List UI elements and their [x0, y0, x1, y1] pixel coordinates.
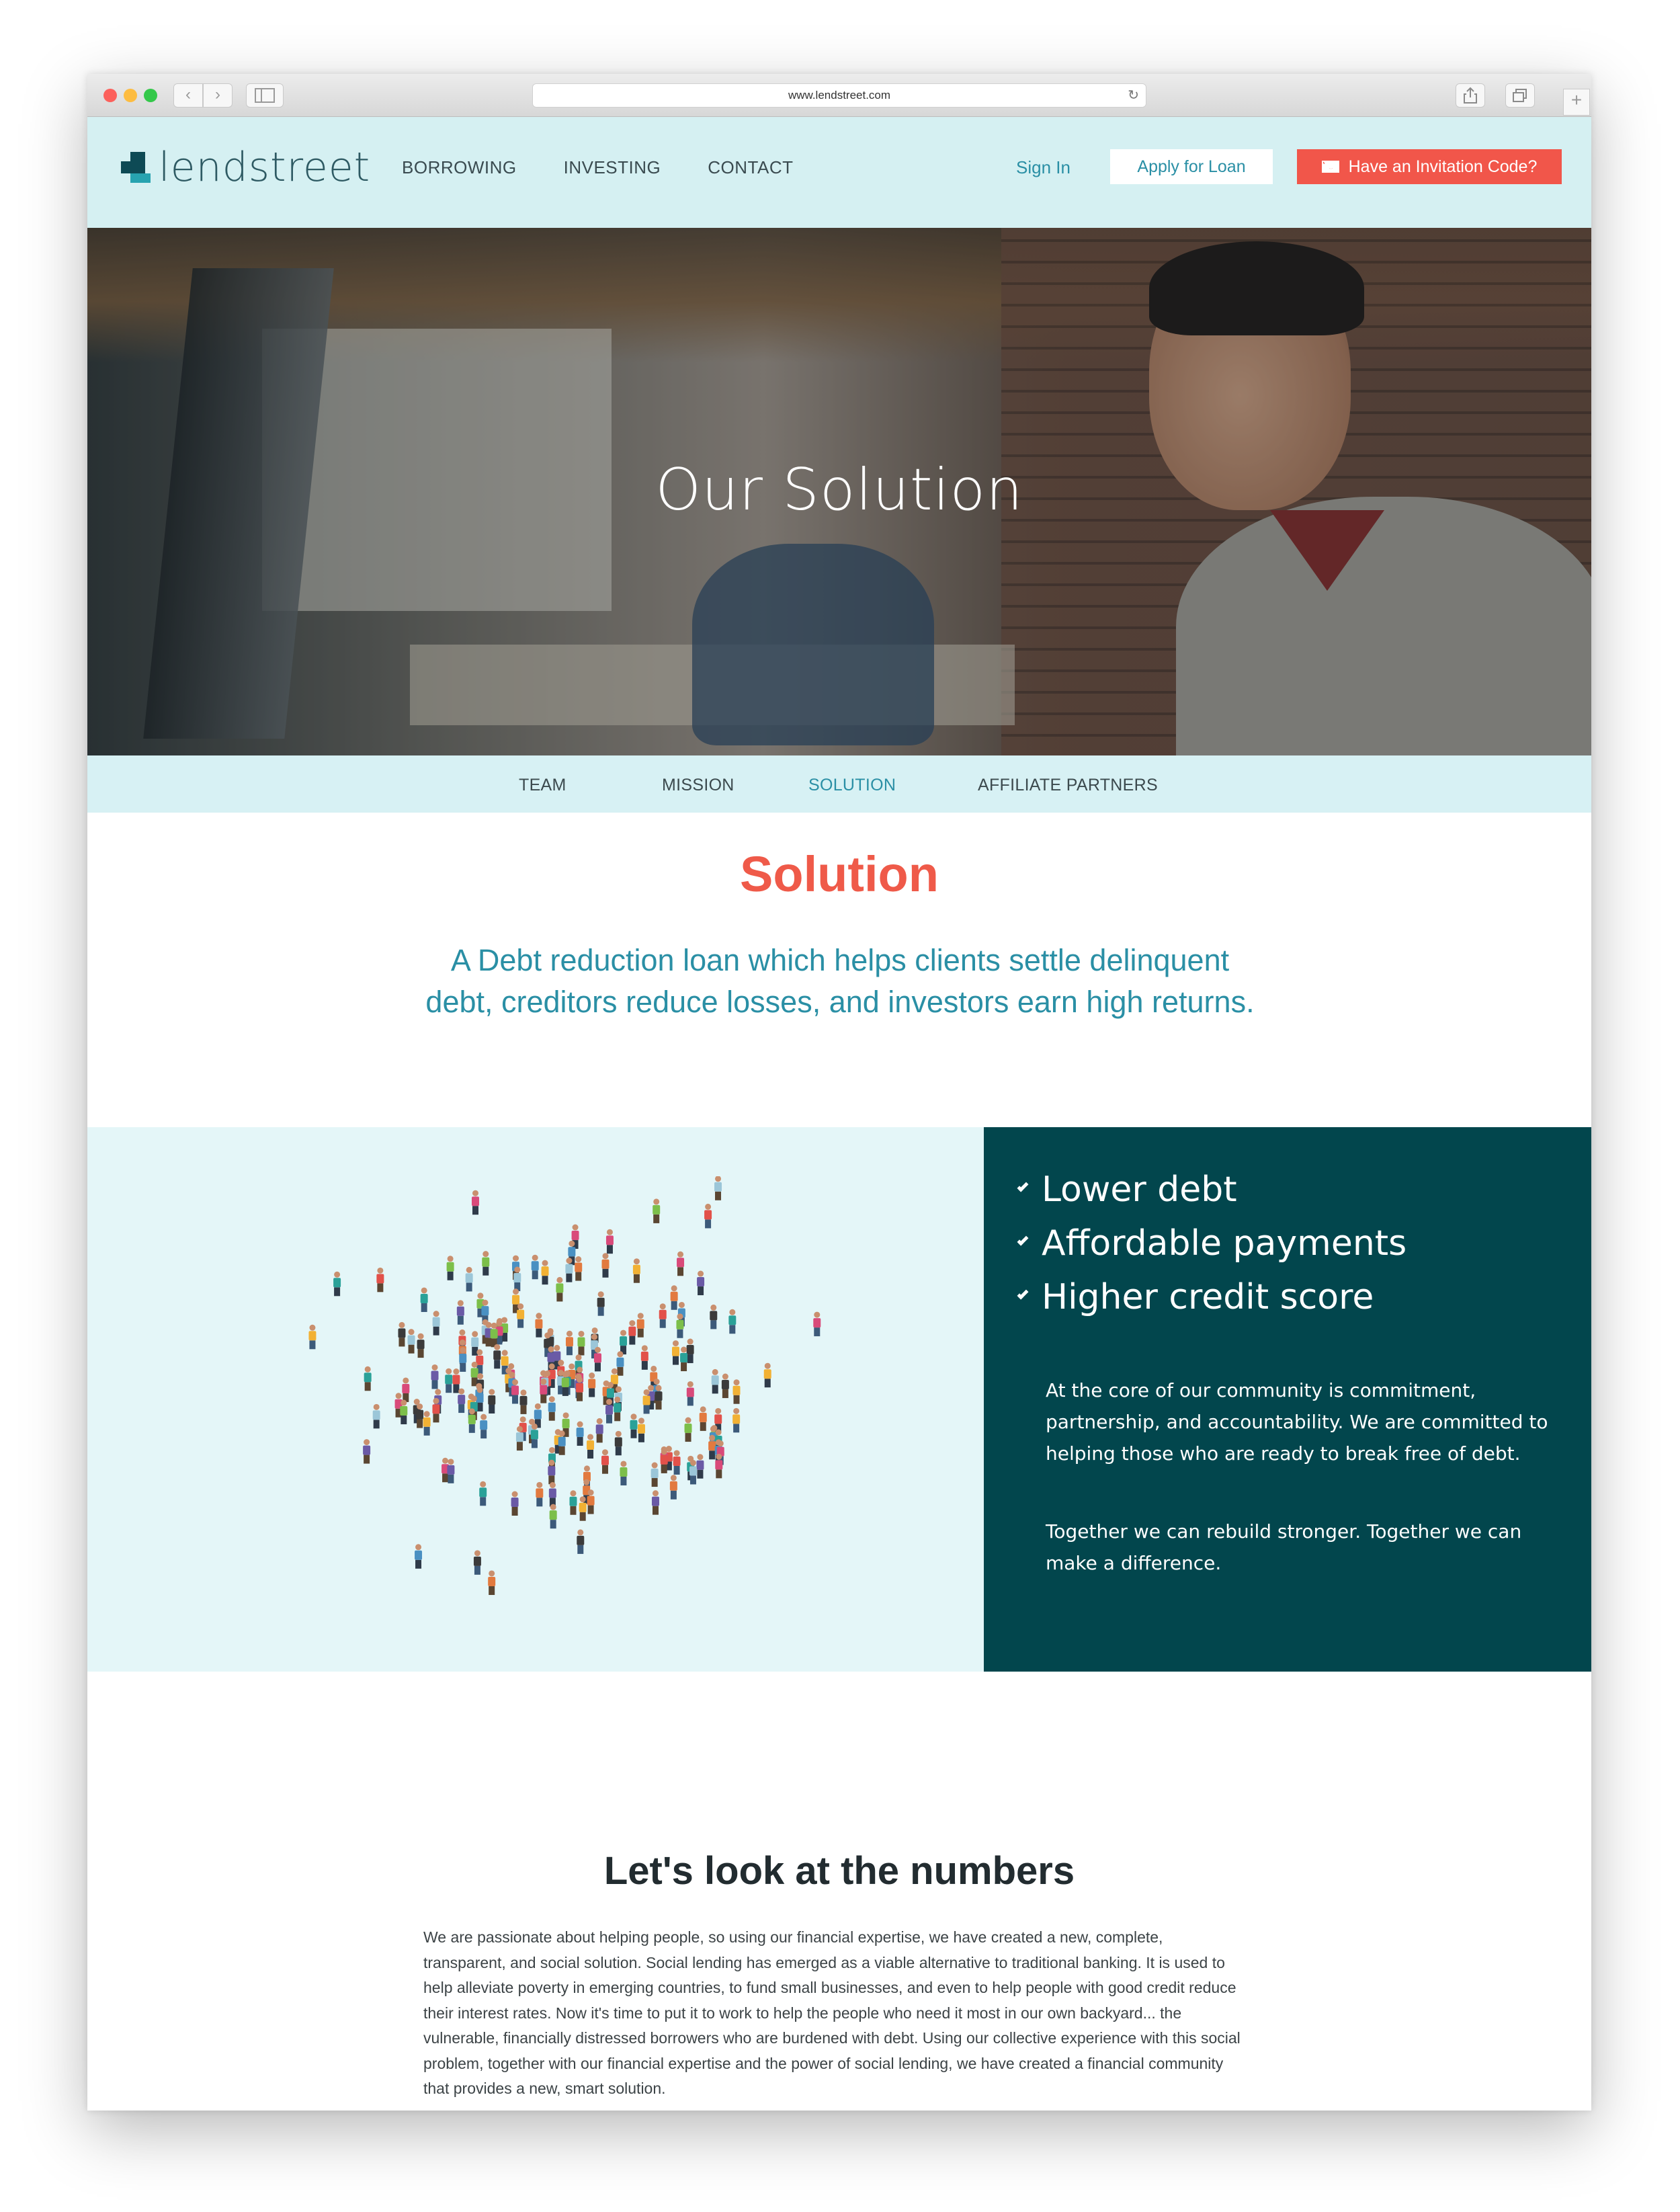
reload-icon[interactable]: ↻ — [1128, 88, 1139, 103]
person-figure — [628, 1320, 636, 1345]
person-figure — [764, 1363, 771, 1388]
person-figure — [364, 1366, 372, 1391]
person-figure — [493, 1344, 501, 1369]
person-figure — [452, 1368, 460, 1393]
person-figure — [637, 1313, 644, 1338]
sign-in-link[interactable]: Sign In — [1016, 157, 1070, 177]
person-figure — [638, 1418, 645, 1442]
hero-title: Our Solution — [655, 456, 1023, 524]
person-figure — [550, 1504, 557, 1529]
numbers-heading: Let's look at the numbers — [603, 1849, 1075, 1893]
person-figure — [511, 1491, 519, 1516]
person-figure — [488, 1570, 495, 1595]
person-figure — [601, 1449, 609, 1474]
person-figure — [417, 1334, 425, 1358]
person-figure — [643, 1389, 650, 1414]
person-figure — [536, 1482, 543, 1507]
person-figure — [562, 1371, 569, 1396]
hero-banner — [87, 228, 1591, 755]
person-figure — [601, 1253, 609, 1278]
person-figure — [566, 1331, 573, 1356]
person-figure — [671, 1285, 678, 1310]
person-figure — [540, 1379, 547, 1403]
subnav-affiliate-partners[interactable]: AFFILIATE PARTNERS — [978, 776, 1158, 794]
person-figure — [459, 1347, 466, 1372]
person-figure — [558, 1430, 566, 1455]
person-figure — [677, 1252, 684, 1276]
person-figure — [548, 1396, 556, 1421]
person-figure — [308, 1325, 316, 1350]
person-figure — [416, 1403, 423, 1428]
person-figure — [565, 1258, 573, 1282]
share-icon[interactable] — [1456, 83, 1485, 108]
person-figure — [445, 1368, 452, 1393]
person-figure — [588, 1373, 595, 1397]
person-figure — [447, 1256, 454, 1280]
person-figure — [579, 1496, 587, 1520]
person-figure — [421, 1287, 428, 1312]
person-figure — [556, 1277, 563, 1302]
commitment-paragraph: At the core of our community is commitment, partnership, and accountability. We are committed to helping those who are ready to break free of debt. — [1046, 1379, 1548, 1465]
person-figure — [714, 1176, 722, 1200]
person-figure — [516, 1426, 523, 1451]
person-figure — [577, 1529, 584, 1554]
person-figure — [596, 1418, 603, 1443]
person-figure — [651, 1463, 659, 1487]
person-figure — [614, 1397, 621, 1422]
new-tab-icon[interactable]: + — [1563, 89, 1590, 116]
person-figure — [696, 1454, 704, 1479]
apply-for-loan-button[interactable]: Apply for Loan — [1110, 149, 1273, 184]
person-figure — [542, 1260, 549, 1285]
tab-overview-icon[interactable] — [1505, 83, 1535, 108]
checkmark-icon — [1017, 1235, 1029, 1246]
benefit-item: Higher credit score — [1012, 1270, 1406, 1324]
person-figure — [710, 1305, 717, 1329]
person-figure — [363, 1439, 370, 1464]
person-figure — [715, 1454, 722, 1479]
person-figure — [704, 1204, 712, 1229]
person-figure — [519, 1389, 527, 1414]
person-figure — [488, 1389, 495, 1414]
crowd-illustration — [302, 1176, 833, 1620]
nav-investing[interactable]: INVESTING — [563, 157, 661, 177]
subnav-team[interactable]: TEAM — [519, 776, 566, 794]
invitation-code-label: Have an Invitation Code? — [1348, 157, 1538, 176]
nav-contact[interactable]: CONTACT — [708, 157, 794, 177]
benefit-item: Lower debt — [1012, 1163, 1406, 1217]
together-paragraph: Together we can rebuild stronger. Together we can make a difference. — [1046, 1520, 1522, 1574]
person-figure — [670, 1475, 677, 1500]
person-figure — [606, 1229, 614, 1254]
person-figure — [620, 1330, 627, 1355]
person-figure — [594, 1347, 601, 1372]
back-arrow-icon[interactable]: ‹ — [173, 83, 203, 108]
person-figure — [333, 1272, 341, 1297]
person-figure — [587, 1489, 595, 1514]
person-figure — [708, 1435, 716, 1460]
lendstreet-logo[interactable] — [121, 144, 370, 191]
person-figure — [415, 1544, 422, 1569]
person-figure — [457, 1300, 464, 1325]
person-figure — [532, 1255, 539, 1280]
benefit-item: Affordable payments — [1012, 1217, 1406, 1270]
person-figure — [687, 1339, 694, 1364]
person-figure — [733, 1379, 741, 1404]
person-figure — [712, 1369, 719, 1394]
person-figure — [511, 1379, 519, 1404]
person-figure — [549, 1482, 556, 1507]
person-figure — [652, 1490, 659, 1515]
url-text: www.lendstreet.com — [788, 89, 891, 101]
close-window-icon[interactable] — [103, 89, 117, 102]
person-figure — [512, 1288, 519, 1313]
person-figure — [458, 1389, 465, 1414]
address-bar[interactable] — [532, 83, 1146, 108]
person-figure — [468, 1408, 476, 1433]
person-figure — [575, 1256, 582, 1281]
person-figure — [633, 1258, 640, 1283]
person-figure — [431, 1364, 439, 1389]
person-figure — [680, 1347, 687, 1372]
person-figure — [661, 1448, 668, 1473]
site-header — [87, 117, 1591, 228]
person-figure — [373, 1404, 380, 1429]
person-figure — [517, 1303, 524, 1328]
person-figure — [722, 1374, 729, 1398]
person-figure — [689, 1460, 697, 1485]
person-figure — [408, 1329, 415, 1353]
person-figure — [576, 1377, 583, 1401]
person-figure — [398, 1322, 405, 1347]
checkmark-icon — [1017, 1181, 1029, 1192]
person-figure — [433, 1311, 440, 1336]
forward-arrow-icon[interactable]: › — [203, 83, 233, 108]
browser-toolbar — [87, 74, 1591, 117]
person-figure — [687, 1381, 694, 1406]
zoom-window-icon[interactable] — [144, 89, 157, 102]
person-figure — [587, 1434, 594, 1459]
section-subnav — [87, 755, 1591, 813]
person-figure — [641, 1345, 648, 1370]
person-figure — [676, 1313, 683, 1338]
invitation-code-button[interactable] — [1297, 149, 1562, 184]
person-figure — [447, 1459, 454, 1483]
person-figure — [531, 1424, 538, 1448]
nav-borrowing[interactable]: BORROWING — [402, 157, 517, 177]
subnav-solution[interactable]: SOLUTION — [808, 776, 896, 794]
person-figure — [697, 1271, 704, 1296]
person-figure — [513, 1266, 521, 1291]
person-figure — [376, 1268, 384, 1293]
subnav-mission[interactable]: MISSION — [662, 776, 734, 794]
minimize-window-icon[interactable] — [124, 89, 137, 102]
benefits-list — [1012, 1163, 1406, 1324]
person-figure — [728, 1309, 736, 1334]
browser-window — [87, 74, 1591, 2111]
logo-text: lendstreet — [159, 144, 371, 191]
person-figure — [813, 1312, 821, 1337]
person-figure — [479, 1481, 487, 1506]
person-figure — [616, 1351, 624, 1376]
person-figure — [400, 1400, 407, 1425]
person-figure — [673, 1450, 681, 1475]
person-figure — [630, 1414, 637, 1438]
person-figure — [672, 1340, 679, 1365]
person-figure — [659, 1303, 667, 1328]
numbers-paragraph: We are passionate about helping people, so using our financial expertise, we have created a new, complete, transparent, and social solution. Social lending has emerged as a viable alternative to traditional banking. It is used to help alleviate poverty in emerging countries, to fund small businesses, and even to help people with good credit reduce their interest rates. Now it's time to put it to work to help the people who need it most in our own backyard... the vulnerable, financially distressed borrowers who are burdened with debt. Using our collective experience with this social problem, together with our financial expertise and the power of social lending, we have created a financial community that provides a new, smart solution. — [423, 1928, 1241, 2097]
person-figure — [569, 1490, 577, 1515]
person-figure — [605, 1399, 613, 1424]
logo-mark-icon — [121, 152, 152, 183]
person-figure — [402, 1377, 409, 1402]
person-figure — [474, 1550, 481, 1575]
person-figure — [432, 1398, 439, 1423]
checkmark-icon — [1017, 1288, 1029, 1300]
person-figure — [548, 1460, 555, 1485]
person-figure — [577, 1422, 584, 1446]
envelope-icon — [1322, 161, 1339, 173]
person-figure — [653, 1198, 660, 1223]
person-figure — [472, 1190, 479, 1215]
person-figure — [620, 1461, 627, 1485]
person-figure — [655, 1385, 663, 1410]
person-figure — [482, 1251, 489, 1276]
person-figure — [700, 1406, 707, 1431]
person-figure — [423, 1411, 431, 1436]
sidebar-toggle-icon[interactable] — [246, 83, 284, 108]
person-figure — [597, 1291, 605, 1316]
person-figure — [535, 1313, 542, 1338]
person-figure — [615, 1431, 622, 1456]
person-figure — [466, 1267, 473, 1292]
person-figure — [732, 1408, 740, 1433]
person-figure — [491, 1323, 498, 1348]
person-figure — [685, 1418, 692, 1442]
person-figure — [480, 1414, 487, 1439]
person-figure — [577, 1331, 585, 1356]
solution-heading: Solution — [740, 846, 939, 902]
main-nav — [402, 157, 840, 178]
solution-subtitle: A Debt reduction loan which helps clients settle delinquent debt, creditors reduce losses, and investors earn high returns. — [425, 943, 1255, 1019]
